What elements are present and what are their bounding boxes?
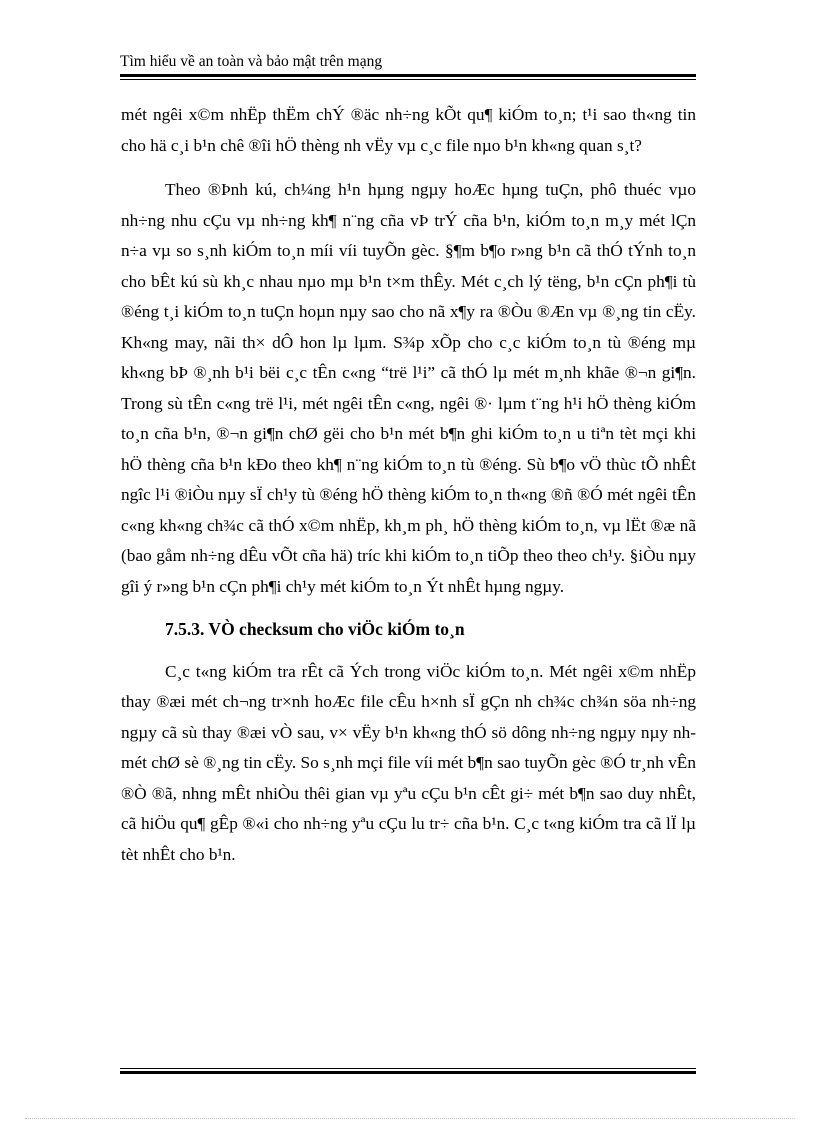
running-header: Tìm hiểu về an toàn và bảo mật trên mạng bbox=[120, 53, 383, 70]
header-rule-thick bbox=[120, 74, 696, 77]
section-heading: 7.5.3. VÒ checksum cho viÖc kiÓm to¸n bbox=[165, 619, 465, 639]
header-rule-thin bbox=[120, 79, 696, 80]
paragraph-checksum: C¸c t«ng kiÓm tra rÊt cã Ých trong viÖc kiÓm to¸n. Mét ngêi x©m nhËp thay ®æi mét ch¬ng tr×nh hoÆc file cÊu h×nh sÏ gÇn nh ch¾c ch¾n söa nh÷ng ngµy cã sù thay ®æi vÒ sau, v× vËy b¹n kh«ng thÓ sö dông nh÷ng ngµy nµy nh mét chØ sè ®¸ng tin cËy. So s¸nh mçi file víi mét b¶n sao tuyÕn gèc ®Ó tr¸nh vÊn ®Ò ®ã, nhng mÊt nhiÒu thêi gian vµ yªu cÇu b¹n cÊt gi÷ mét b¶n sao duy nhÊt, cã hiÖu qu¶ gÊp ®«i cho nh÷ng yªu cÇu lu tr÷ cña b¹n. C¸c t«ng kiÓm tra cã lÏ lµ tèt nhÊt cho b¹n. bbox=[121, 661, 696, 864]
page-body bbox=[121, 100, 696, 870]
paragraph-continuation: mét ngêi x©m nhËp thËm chÝ ®äc nh÷ng kÕt qu¶ kiÓm to¸n; t¹i sao th«ng tin cho hä c¸i b¹n chê ®îi hÖ thèng nh vËy vµ c¸c file nµo b¹n kh«ng quan s¸t? bbox=[121, 105, 696, 155]
paragraph-periodic-audit: Theo ®Þnh kú, ch¼ng h¹n hµng ngµy hoÆc hµng tuÇn, phô thuéc vµo nh÷ng nhu cÇu vµ nh÷ng kh¶ n¨ng cña vÞ trÝ cña b¹n, kiÓm to¸n m¸y mét lÇn n÷a vµ so s¸nh kiÓm to¸n míi víi tuyÕn gèc. §¶m b¶o r»ng b¹n cã thÓ tÝnh to¸n cho bÊt kú sù kh¸c nhau nµo mµ b¹n t×m thÊy. Mét c¸ch lý tëng, b¹n cÇn ph¶i tù ®éng t¸i kiÓm to¸n tuÇn hoµn nµy sao cho nã x¶y ra ®Òu ®Æn vµ ®¸ng tin cËy. Kh«ng may, nãi th× dÔ hon lµ lµm. S¾p xÕp cho c¸c kiÓm to¸n tù ®éng mµ kh«ng bÞ ®¸nh b¹i bëi c¸c tÊn c«ng “trë l¹i” cã thÓ lµ mét m¸nh khãe ®¬n gi¶n. Trong sù tÊn c«ng trë l¹i, mét ngêi tÊn c«ng, ngêi ®· lµm t¨ng h¹i hÖ thèng kiÓm to¸n cña b¹n, ®¬n gi¶n chØ gëi cho b¹n mét b¶n ghi kiÓm to¸n u tiªn tèt mçi khi hÖ thèng cña b¹n kÐo theo kh¶ n¨ng kiÓm to¸n tù ®éng. Sù b¶o vÖ thùc tÕ nhÊt ngîc l¹i ®iÒu nµy sÏ ch¹y tù ®éng hÖ thèng kiÓm to¸n th«ng ®ñ ®Ó mét ngêi tÊn c«ng kh«ng ch¾c cã thÓ x©m nhËp, kh¸m ph¸ hÖ thèng kiÓm to¸n, vµ lËt ®æ nã (bao gåm nh÷ng dÊu vÕt cña hä) tríc khi kiÓm to¸n tiÕp theo theo ch¹y. §iÒu nµy gîi ý r»ng b¹n cÇn ph¶i ch¹y mét kiÓm to¸n Ýt nhÊt hµng ngµy. bbox=[121, 180, 696, 596]
page-edge-divider bbox=[25, 1118, 795, 1119]
footer-rule-thick bbox=[120, 1071, 696, 1074]
footer-rule-thin bbox=[120, 1068, 696, 1069]
